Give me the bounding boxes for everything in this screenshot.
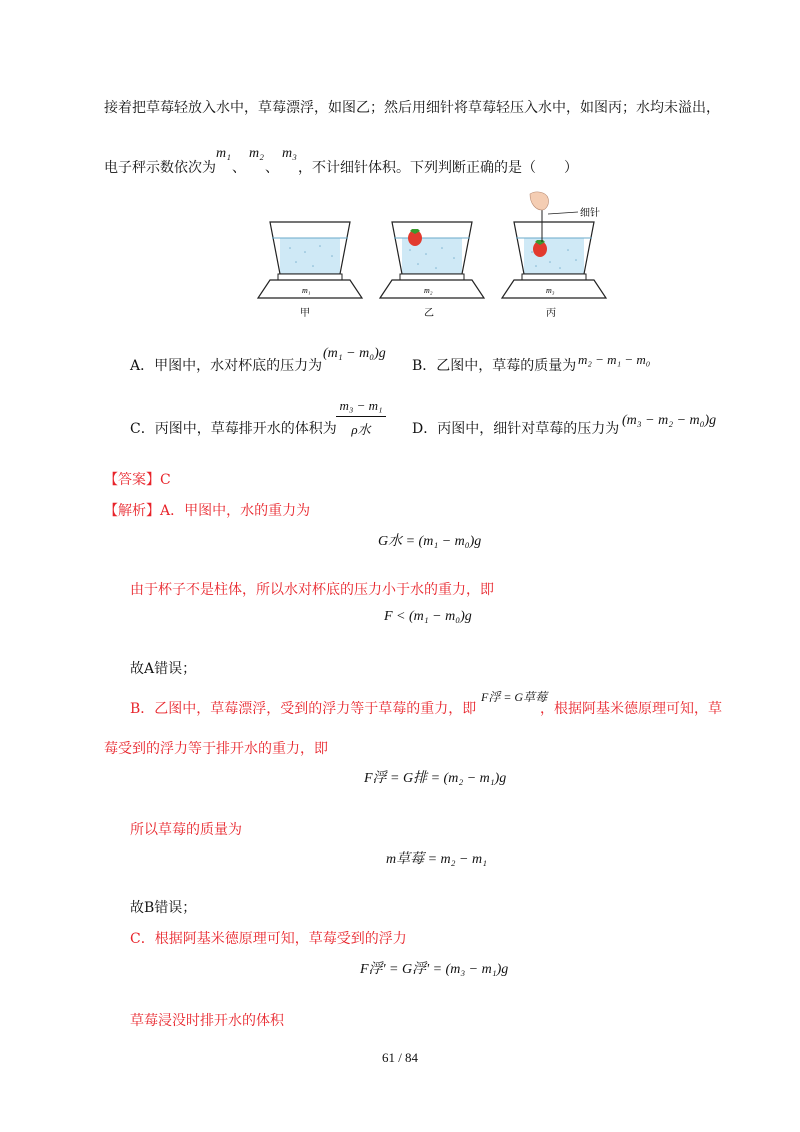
scale-label-m1: m₁	[302, 286, 311, 295]
analysis-a-intro-text: A．甲图中，水的重力为	[160, 503, 311, 519]
equation-5: F浮' = G浮' = (m₃ − m₁)g	[360, 962, 509, 977]
caption-bing: 丙	[546, 308, 556, 319]
equation-1: G水 = (m₁ − m₀)g	[378, 534, 482, 549]
option-d-text: D．丙图中，细针对草莓的压力为	[412, 421, 620, 437]
analysis-c-volume: 草莓浸没时排开水的体积	[130, 1013, 284, 1029]
analysis-tag: 【解析】	[104, 503, 160, 519]
answer-value: C	[160, 472, 171, 488]
symbol-m3: m₃	[282, 146, 297, 161]
analysis-b-conclusion: 故B错误；	[130, 900, 197, 916]
analysis-a-conclusion: 故A错误；	[130, 661, 197, 677]
needle-label: 细针	[580, 208, 600, 219]
option-b-text: B．乙图中，草莓的质量为	[412, 358, 577, 374]
analysis-b-line-2: 莓受到的浮力等于排开水的重力，即	[104, 741, 328, 757]
separator-2: 、	[265, 160, 279, 176]
scale-label-m3: m₃	[546, 286, 555, 295]
intro-line-2-suffix: ，不计细针体积。下列判断正确的是（ ）	[298, 160, 578, 176]
scale-label-m2: m₂	[424, 286, 433, 295]
option-c-denominator: ρ水	[351, 422, 371, 437]
option-d-expression: (m₃ − m₂ − m₀)g	[622, 413, 717, 428]
equation-2: F < (m₁ − m₀)g	[384, 609, 472, 624]
option-a-text: A．甲图中，水对杯底的压力为	[130, 358, 323, 374]
answer-tag: 【答案】	[104, 472, 160, 488]
caption-yi: 乙	[424, 308, 434, 319]
equation-4: m草莓 = m₂ − m₁	[386, 852, 487, 867]
option-c-fraction	[336, 398, 386, 438]
symbol-m1: m₁	[216, 146, 231, 161]
page-number: 61 / 84	[381, 1050, 419, 1065]
option-a-expression: (m₁ − m₀)g	[323, 346, 386, 361]
symbol-m2: m₂	[249, 146, 264, 161]
analysis-b-mass: 所以草莓的质量为	[130, 822, 242, 838]
separator-1: 、	[232, 160, 246, 176]
analysis-a-reason: 由于杯子不是柱体，所以水对杯底的压力小于水的重力，即	[130, 582, 494, 598]
caption-jia: 甲	[300, 308, 310, 319]
experiment-figure	[250, 190, 610, 320]
analysis-c-line: C．根据阿基米德原理可知，草莓受到的浮力	[130, 931, 407, 947]
option-c-text: C．丙图中，草莓排开水的体积为	[130, 421, 337, 437]
equation-3: F浮 = G排 = (m₂ − m₁)g	[364, 771, 507, 786]
analysis-a-intro	[104, 501, 310, 521]
option-c-numerator: m₃ − m₁	[339, 398, 383, 413]
answer-line	[104, 470, 171, 490]
hand-icon	[530, 192, 549, 210]
option-b-expression: m₂ − m₁ − m₀	[578, 352, 651, 367]
analysis-b-line-1-post: ，根据阿基米德原理可知，草	[540, 701, 722, 717]
intro-line-1: 接着把草莓轻放入水中，草莓漂浮，如图乙；然后用细针将草莓轻压入水中，如图丙；水均未溢出，	[104, 100, 720, 116]
intro-line-2-prefix: 电子秤示数依次为	[104, 160, 216, 176]
analysis-b-line-1-pre: B．乙图中，草莓漂浮，受到的浮力等于草莓的重力，即	[130, 701, 477, 717]
analysis-b-inline-eq: F浮 = G草莓	[481, 690, 548, 704]
